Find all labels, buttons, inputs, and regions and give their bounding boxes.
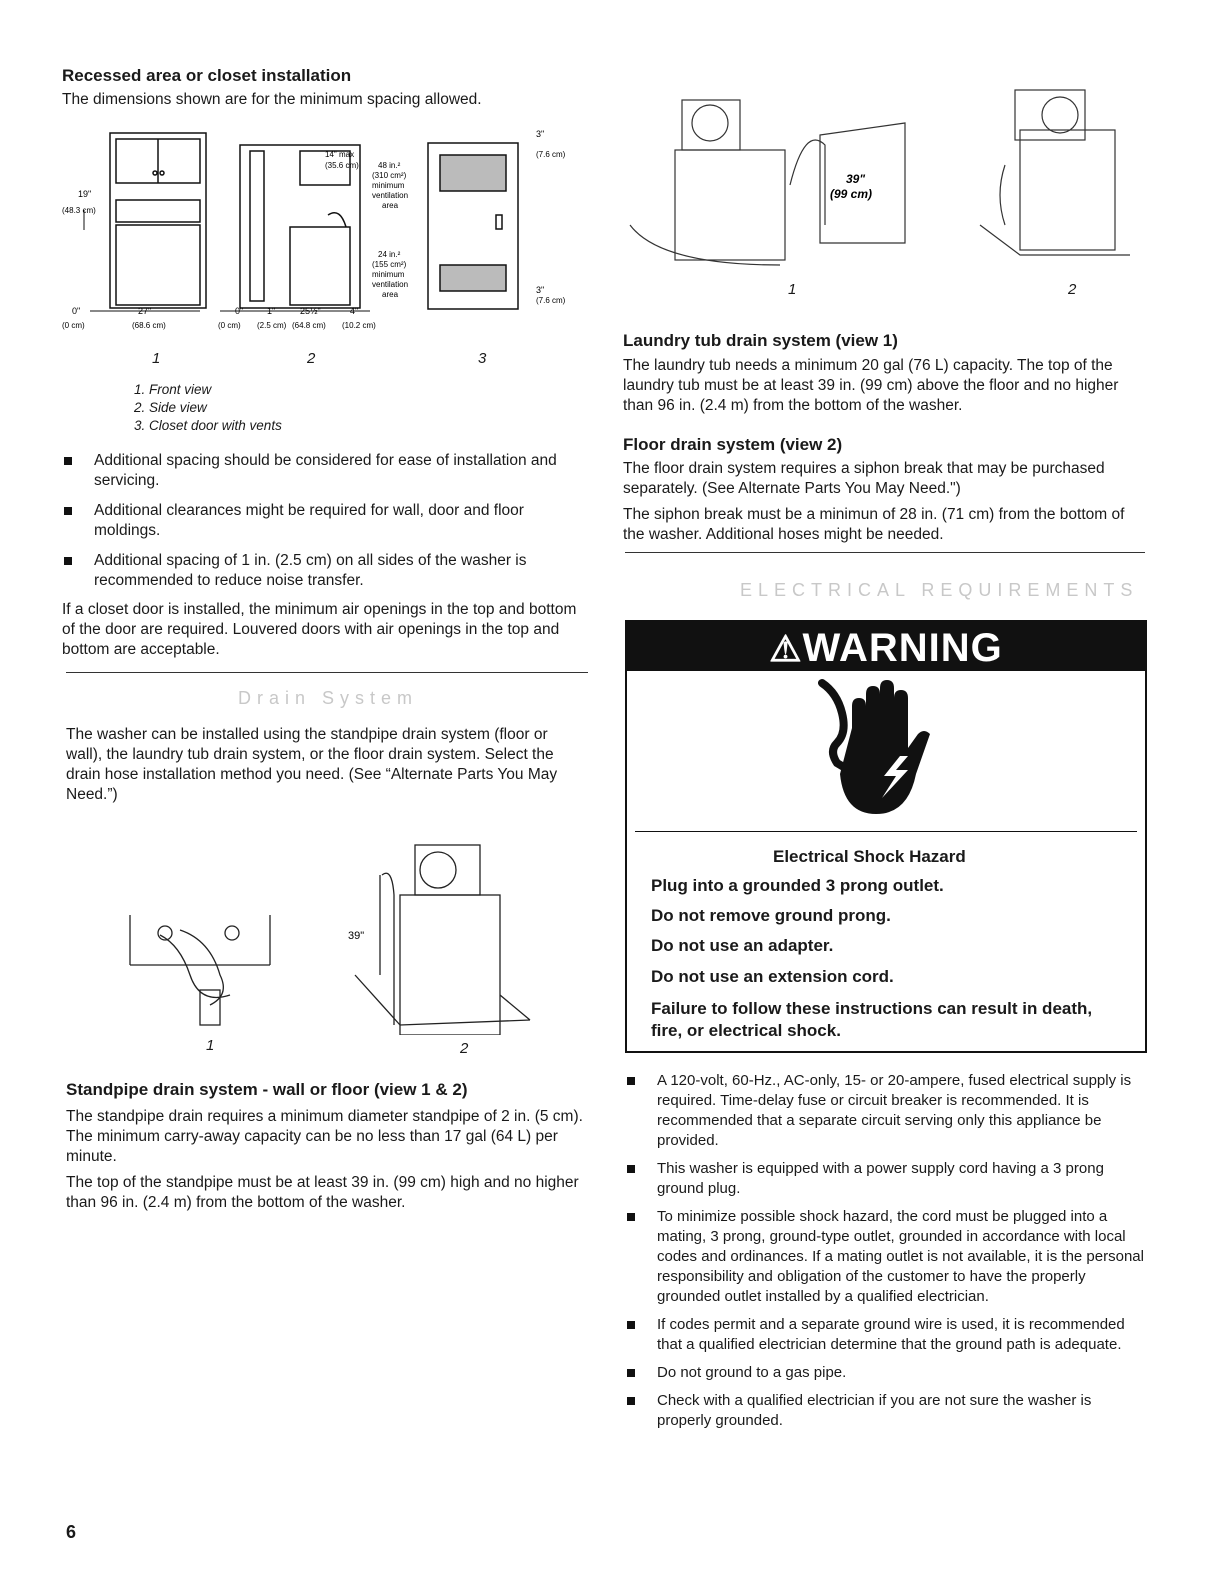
stand-fig-label-1: 1 bbox=[206, 1037, 215, 1054]
stand-fig-label-2: 2 bbox=[460, 1040, 469, 1057]
tub-dim-99cm: (99 cm) bbox=[830, 187, 873, 201]
warning-header bbox=[627, 622, 1145, 671]
laundry-floor-drain-figure bbox=[620, 75, 1145, 275]
hazard-line-1: Plug into a grounded 3 prong outlet. bbox=[651, 876, 944, 895]
floor-drain-paragraph-2: The siphon break must be a minimun of 28 in. (71 cm) from the bottom of the washer. Additional hoses might be needed. bbox=[623, 506, 1125, 543]
faded-section-heading: Drain System bbox=[238, 688, 419, 708]
standpipe-heading: Standpipe drain system - wall or floor (view 1 & 2) bbox=[66, 1080, 468, 1099]
list-item: Do not ground to a gas pipe. bbox=[625, 1363, 1145, 1383]
dim-0b: 0" bbox=[235, 306, 244, 316]
list-item: Additional spacing should be considered for ease of installation and servicing. bbox=[62, 451, 582, 491]
dim-3b-cm: (7.6 cm) bbox=[536, 296, 566, 305]
dim-19-cm: (48.3 cm) bbox=[62, 206, 96, 215]
dim-24-t3: area bbox=[382, 290, 399, 299]
fig-label-3: 3 bbox=[478, 350, 487, 367]
page-number: 6 bbox=[66, 1522, 77, 1542]
caption-front-view: 1. Front view bbox=[134, 382, 212, 397]
hazard-line-2: Do not remove ground prong. bbox=[651, 906, 891, 925]
closet-door-paragraph: If a closet door is installed, the minimum air openings in the top and bottom of the door are required. Louvered doors with air openings in the top and bottom are acceptable. bbox=[62, 601, 577, 658]
electrical-bullets bbox=[625, 1071, 1145, 1439]
stand-dim-39: 39" bbox=[348, 930, 365, 942]
dim-1: 1" bbox=[267, 306, 276, 316]
dim-24: 24 in.² bbox=[378, 250, 401, 259]
standpipe-drain-figure bbox=[120, 815, 540, 1035]
standpipe-paragraph-1: The standpipe drain requires a minimum diameter standpipe of 2 in. (5 cm). The minimum carry-away capacity can be no less than 17 gal (64 L) per minute. bbox=[66, 1108, 583, 1165]
caption-side-view: 2. Side view bbox=[134, 400, 207, 415]
laundry-tub-heading: Laundry tub drain system (view 1) bbox=[623, 331, 898, 350]
hazard-line-4: Do not use an extension cord. bbox=[651, 967, 894, 986]
section-divider bbox=[66, 672, 588, 673]
warning-triangle-icon: ⚠ bbox=[769, 628, 803, 669]
recessed-intro: The dimensions shown are for the minimum spacing allowed. bbox=[62, 91, 482, 108]
warning-divider bbox=[635, 831, 1137, 832]
drain-intro-paragraph: The washer can be installed using the standpipe drain system (floor or wall), the laundry tub drain system, or the floor drain system. Select the drain hose installation method you need. (See “Alternate Parts You May Need.”) bbox=[66, 726, 558, 803]
list-item: If codes permit and a separate ground wire is used, it is recommended that a qualified electrician determine that the ground path is adequate. bbox=[625, 1315, 1145, 1355]
spacing-bullets bbox=[62, 451, 582, 601]
dim-25-cm: (64.8 cm) bbox=[292, 321, 326, 330]
dim-19: 19" bbox=[78, 189, 92, 199]
tub-dim-39: 39" bbox=[846, 172, 866, 186]
dim-0b-cm: (0 cm) bbox=[218, 321, 241, 330]
floor-drain-paragraph-1: The floor drain system requires a siphon break that may be purchased separately. (See Alternate Parts You May Need.") bbox=[623, 460, 1105, 497]
list-item: Check with a qualified electrician if you are not sure the washer is properly grounded. bbox=[625, 1391, 1145, 1431]
dim-4: 4" bbox=[350, 306, 359, 316]
dim-48-t1: minimum bbox=[372, 181, 405, 190]
closet-door-figure bbox=[428, 143, 518, 309]
faded-electrical-heading: ELECTRICAL REQUIREMENTS bbox=[740, 580, 1139, 600]
closet-dimension-diagram bbox=[60, 115, 590, 340]
list-item: To minimize possible shock hazard, the cord must be plugged into a mating, 3 prong, ground-type outlet, grounded in accordance with local codes and ordinances. If a mating outlet is not available, it is the personal responsibility and obligation of the customer to have the properly grounded outlet installed by a qualified electrician. bbox=[625, 1207, 1145, 1307]
dim-4-cm: (10.2 cm) bbox=[342, 321, 376, 330]
fig-label-1: 1 bbox=[152, 350, 161, 367]
dim-0a: 0" bbox=[72, 306, 81, 316]
list-item: A 120-volt, 60-Hz., AC-only, 15- or 20-ampere, fused electrical supply is required. Time-delay fuse or circuit breaker is recommended. It is recommended that a separate circuit serving only this appliance be provided. bbox=[625, 1071, 1145, 1151]
dim-3a: 3" bbox=[536, 129, 545, 139]
laundry-tub-paragraph: The laundry tub needs a minimum 20 gal (76 L) capacity. The top of the laundry tub must be at least 39 in. (99 cm) above the floor and no higher than 96 in. (2.4 m) from the bottom of the washer. bbox=[623, 357, 1119, 414]
dim-48-t2: ventilation bbox=[372, 191, 409, 200]
standpipe-paragraph-2: The top of the standpipe must be at least 39 in. (99 cm) high and no higher than 96 in. (2.4 m) from the bottom of the washer. bbox=[66, 1174, 579, 1211]
list-item: Additional spacing of 1 in. (2.5 cm) on all sides of the washer is recommended to reduce noise transfer. bbox=[62, 551, 582, 591]
dim-48-cm: (310 cm²) bbox=[372, 171, 407, 180]
warning-title: WARNING bbox=[802, 626, 1003, 670]
dim-14-cm: (35.6 cm) bbox=[325, 161, 359, 170]
dim-14: 14" max bbox=[325, 150, 355, 159]
hazard-line-5: Failure to follow these instructions can result in death, fire, or electrical shock. bbox=[651, 999, 1093, 1040]
caption-closet-door: 3. Closet door with vents bbox=[134, 418, 282, 433]
dim-48-t3: area bbox=[382, 201, 399, 210]
dim-3b: 3" bbox=[536, 285, 545, 295]
dim-0a-cm: (0 cm) bbox=[62, 321, 85, 330]
tub-fig-label-1: 1 bbox=[788, 281, 797, 298]
electrical-shock-hand-icon bbox=[812, 678, 952, 828]
front-view-figure bbox=[84, 133, 206, 308]
hazard-title: Electrical Shock Hazard bbox=[773, 847, 966, 866]
dim-25: 25½" bbox=[300, 306, 321, 316]
recessed-heading: Recessed area or closet installation bbox=[62, 66, 352, 85]
dim-48: 48 in.² bbox=[378, 161, 401, 170]
dim-1-cm: (2.5 cm) bbox=[257, 321, 287, 330]
list-item: This washer is equipped with a power supply cord having a 3 prong ground plug. bbox=[625, 1159, 1145, 1199]
dim-24-t1: minimum bbox=[372, 270, 405, 279]
dim-3a-cm: (7.6 cm) bbox=[536, 150, 566, 159]
fig-label-2: 2 bbox=[307, 350, 316, 367]
section-divider bbox=[625, 552, 1145, 553]
list-item: Additional clearances might be required for wall, door and floor moldings. bbox=[62, 501, 582, 541]
dim-24-cm: (155 cm²) bbox=[372, 260, 407, 269]
dim-27: 27" bbox=[138, 306, 152, 316]
dim-27-cm: (68.6 cm) bbox=[132, 321, 166, 330]
floor-drain-heading: Floor drain system (view 2) bbox=[623, 435, 843, 454]
dim-24-t2: ventilation bbox=[372, 280, 409, 289]
hazard-line-3: Do not use an adapter. bbox=[651, 936, 834, 955]
tub-fig-label-2: 2 bbox=[1068, 281, 1077, 298]
warning-box bbox=[625, 620, 1147, 1053]
